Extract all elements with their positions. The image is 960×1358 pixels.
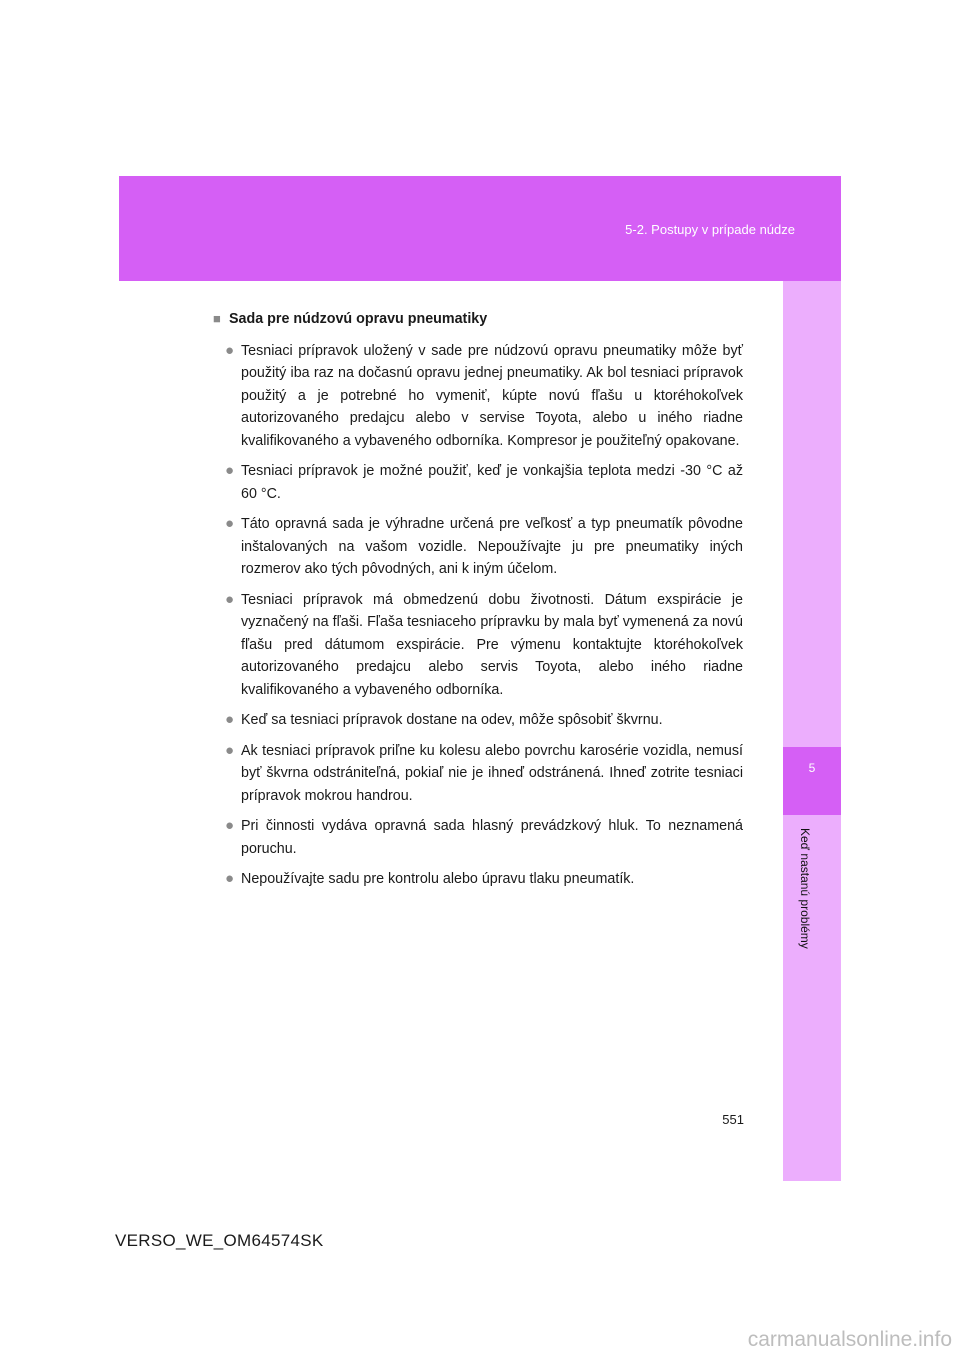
bullet-text: Tesniaci prípravok má obmedzenú dobu životnosti. Dátum exspirácie je vyznačený na fľaši. Fľaša tesniaceho prípravku by mala byť vymenená za novú fľašu pred dátumom exspirácie. Pre výmenu kontaktujte ktoréhokoľvek autorizovaného predajcu alebo servis Toyota, alebo iného riadne kvalifikovaného a vybaveného odborníka. (241, 591, 743, 698)
chapter-number: 5 (808, 761, 816, 775)
circle-bullet-icon: ● (225, 341, 235, 359)
circle-bullet-icon: ● (225, 515, 235, 532)
circle-bullet-icon: ● (225, 711, 235, 728)
bullet-item (213, 340, 743, 453)
bullet-item (213, 589, 743, 702)
chapter-side-tab (783, 281, 841, 1181)
page-number: 551 (722, 1112, 744, 1127)
bullet-text: Keď sa tesniaci prípravok dostane na odev, môže spôsobiť škvrnu. (241, 712, 663, 728)
circle-bullet-icon: ● (225, 817, 235, 834)
section-title: 5-2. Postupy v prípade núdze (625, 222, 795, 237)
bullet-text: Tesniaci prípravok je možné použiť, keď je vonkajšia teplota medzi -30 °C až 60 °C. (241, 463, 743, 502)
bullet-text: Nepoužívajte sadu pre kontrolu alebo úpravu tlaku pneumatík. (241, 871, 635, 887)
bullet-list (213, 340, 743, 891)
bullet-text: Ak tesniaci prípravok priľne ku kolesu alebo povrchu karosérie vozidla, nemusí byť škvrna odstrániteľná, pokiaľ nie je ihneď odstránená. Ihneď zotrite tesniaci prípravok mokrou handrou. (241, 742, 743, 804)
bullet-text: Tesniaci prípravok uložený v sade pre núdzovú opravu pneumatiky môže byť použitý iba raz na dočasnú opravu jednej pneumatiky. Ak bol tesniaci prípravok použitý a je potrebné ho vymeniť, kúpte novú fľašu u ktoréhokoľvek autorizovaného predajcu alebo v servise Toyota, alebo u iného riadne kvalifikovaného a vybaveného odborníka. Kompresor je použiteľný opakovane. (241, 342, 743, 449)
circle-bullet-icon: ● (225, 741, 235, 759)
bullet-item (213, 868, 743, 891)
bullet-item (213, 815, 743, 860)
bullet-item (213, 709, 743, 732)
chapter-number-box (783, 747, 841, 815)
bullet-text: Táto opravná sada je výhradne určená pre veľkosť a typ pneumatík pôvodne inštalovaných na vašom vozidle. Nepoužívajte ju pre pneumatiky iných rozmerov ako tých pôvodných, ani k iným účelom. (241, 516, 743, 577)
bullet-item (213, 513, 743, 581)
circle-bullet-icon: ● (225, 590, 235, 608)
circle-bullet-icon: ● (225, 870, 235, 887)
document-code: VERSO_WE_OM64574SK (115, 1231, 324, 1250)
bullet-item (213, 740, 743, 808)
bullet-text: Pri činnosti vydáva opravná sada hlasný prevádzkový hluk. To neznamená poruchu. (241, 818, 743, 857)
watermark: carmanualsonline.info (747, 1328, 952, 1351)
section-heading (213, 308, 743, 331)
section-heading-text: Sada pre núdzovú opravu pneumatiky (229, 311, 488, 327)
chapter-title: Keď nastanú problémy (798, 828, 812, 949)
circle-bullet-icon: ● (225, 462, 235, 479)
square-bullet-icon: ■ (213, 311, 221, 326)
header-band (119, 176, 841, 281)
main-content (213, 308, 743, 899)
bullet-item (213, 460, 743, 505)
